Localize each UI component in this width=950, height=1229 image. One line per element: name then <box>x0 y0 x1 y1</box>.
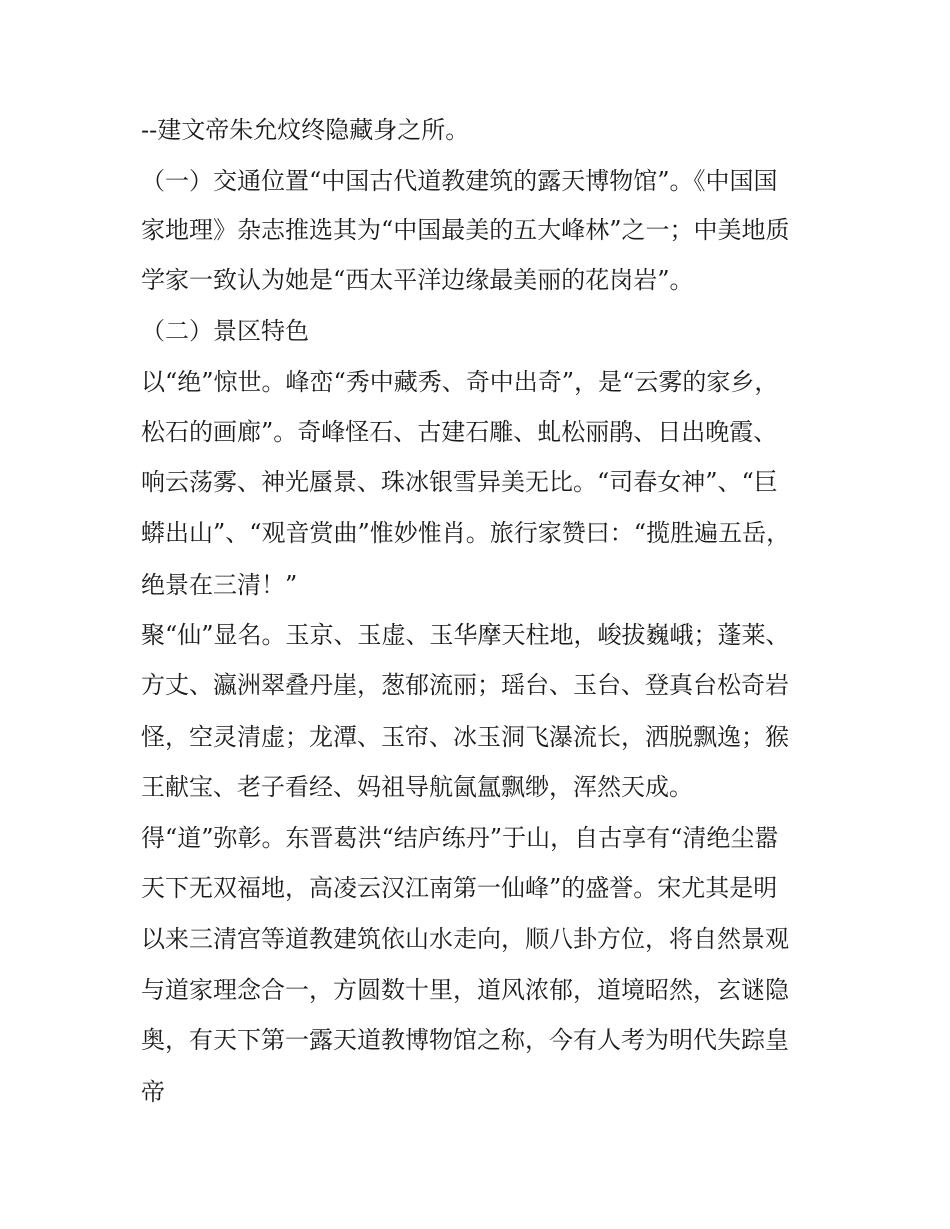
text-line: 松石的画廊”。奇峰怪石、古建石雕、虬松丽鹃、日出晚霞、 <box>141 418 778 446</box>
text-line: 方丈、瀛洲翠叠丹崖，葱郁流丽；瑶台、玉台、登真台松奇岩 <box>141 671 789 699</box>
text-line: 以“绝”惊世。峰峦“秀中藏秀、奇中出奇”，是“云雾的家乡， <box>141 368 779 396</box>
text-line: 天下无双福地，高凌云汉江南第一仙峰”的盛誉。宋尤其是明 <box>141 874 778 902</box>
text-line: 以来三清宫等道教建筑依山水走向，顺八卦方位，将自然景观 <box>141 925 789 953</box>
text-line: 帝 <box>141 1078 165 1106</box>
text-line: 聚“仙”显名。玉京、玉虚、玉华摩天柱地，峻拔巍峨；蓬莱、 <box>141 621 790 649</box>
text-line: 奥，有天下第一露天道教博物馆之称，今有人考为明代失踪皇 <box>141 1026 789 1054</box>
text-line: （二）景区特色 <box>141 317 309 345</box>
text-line: 蟒出山”、“观音赏曲”惟妙惟肖。旅行家赞曰：“揽胜遍五岳， <box>141 519 791 547</box>
text-line: 得“道”弥彰。东晋葛洪“结庐练丹”于山，自古享有“清绝尘嚣 <box>141 824 779 852</box>
text-line: 与道家理念合一，方圆数十里，道风浓郁，道境昭然，玄谜隐 <box>141 976 789 1004</box>
text-line: 学家一致认为她是“西太平洋边缘最美丽的花岗岩”。 <box>141 266 694 294</box>
text-line: 响云荡雾、神光蜃景、珠冰银雪异美无比。“司春女神”、“巨 <box>141 468 778 496</box>
text-line: 怪，空灵清虚；龙潭、玉帘、冰玉洞飞瀑流长，洒脱飘逸；猴 <box>141 723 789 751</box>
text-line: 绝景在三清！” <box>141 571 298 599</box>
text-line: 王献宝、老子看经、妈祖导航氤氲飘缈，浑然天成。 <box>141 773 693 801</box>
text-line: --建文帝朱允炆终隐藏身之所。 <box>141 116 470 144</box>
text-line: （一）交通位置“中国古代道教建筑的露天博物馆”。《中国国 <box>141 167 778 195</box>
text-line: 家地理》杂志推选其为“中国最美的五大峰林”之一；中美地质 <box>141 216 790 244</box>
